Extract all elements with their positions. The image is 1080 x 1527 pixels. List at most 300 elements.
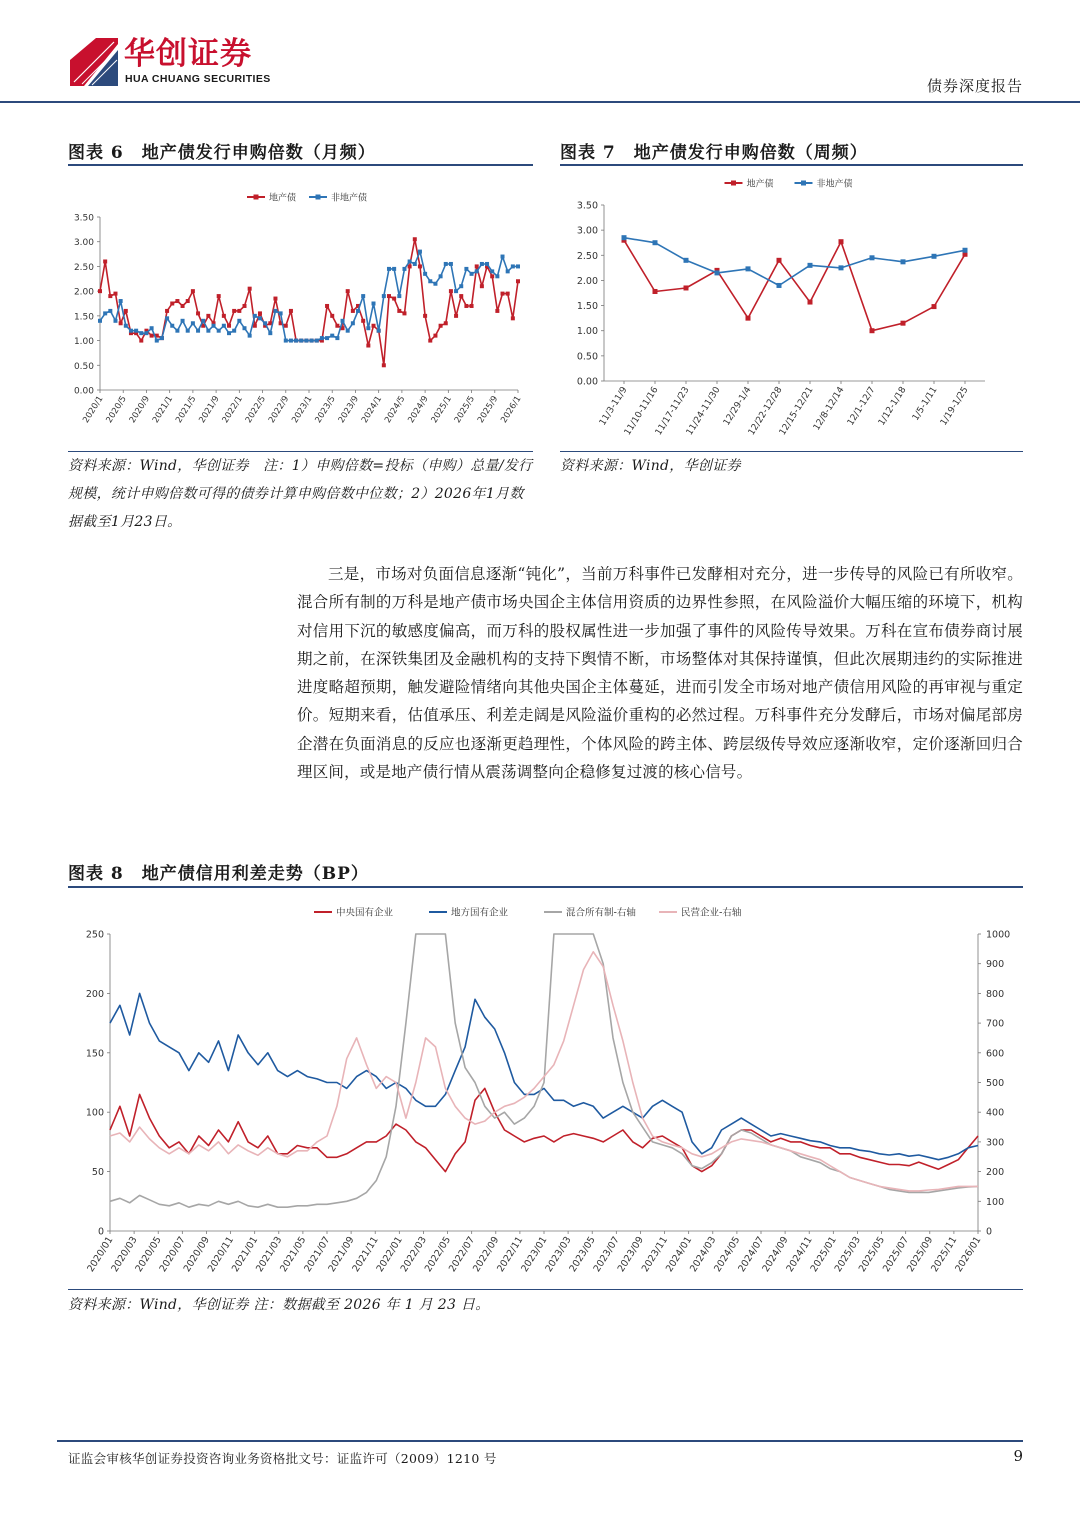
legend-label: 中央国有企业 bbox=[336, 907, 394, 919]
x-tick-label: 2023/9 bbox=[336, 394, 361, 425]
y-tick-label: 3.00 bbox=[73, 238, 94, 249]
data-point bbox=[932, 304, 937, 309]
x-tick-label: 2020/01 bbox=[85, 1234, 116, 1275]
data-point bbox=[397, 309, 401, 313]
y-tick-label: 2.00 bbox=[576, 275, 598, 287]
fig6-title: 图表 6 地产债发行申购倍数（月频） bbox=[68, 143, 376, 163]
x-tick-label: 2023/01 bbox=[519, 1234, 550, 1275]
x-tick-label: 2021/1 bbox=[150, 394, 176, 425]
x-tick-label: 2025/03 bbox=[832, 1234, 863, 1275]
legend-item-series-0 bbox=[247, 192, 296, 204]
data-point bbox=[330, 334, 334, 338]
x-tick-label: 2025/5 bbox=[452, 394, 478, 425]
data-point bbox=[449, 289, 453, 293]
y-tick-label: 1.50 bbox=[73, 312, 94, 323]
x-tick-label: 2020/03 bbox=[109, 1234, 140, 1275]
legend-label: 地产债 bbox=[746, 179, 774, 190]
x-tick-label: 2020/09 bbox=[181, 1234, 212, 1275]
data-point bbox=[248, 334, 252, 338]
data-point bbox=[196, 311, 200, 315]
data-point bbox=[108, 294, 112, 298]
data-point bbox=[289, 309, 293, 313]
legend-marker bbox=[316, 195, 321, 200]
data-point bbox=[119, 321, 123, 325]
data-point bbox=[155, 339, 159, 343]
line-series-1 bbox=[624, 238, 965, 286]
x-tick-label: 11/17-11/23 bbox=[653, 385, 692, 438]
data-point bbox=[377, 329, 381, 333]
data-point bbox=[129, 329, 133, 333]
data-point bbox=[480, 284, 484, 288]
header-divider bbox=[0, 101, 1080, 103]
data-point bbox=[746, 316, 751, 321]
y2-tick-label: 200 bbox=[986, 1167, 1005, 1179]
data-point bbox=[501, 255, 505, 259]
hua-chuang-logo-icon bbox=[70, 38, 118, 86]
data-point bbox=[684, 258, 689, 263]
data-point bbox=[366, 344, 370, 348]
data-point bbox=[444, 262, 448, 266]
legend-label: 混合所有制-右轴 bbox=[566, 907, 636, 919]
data-point bbox=[217, 294, 221, 298]
x-tick-label: 11/10-11/16 bbox=[622, 385, 661, 438]
data-point bbox=[870, 328, 875, 333]
data-point bbox=[279, 311, 283, 315]
data-point bbox=[459, 294, 463, 298]
data-point bbox=[454, 289, 458, 293]
data-point bbox=[408, 259, 412, 263]
x-tick-label: 2025/11 bbox=[929, 1234, 960, 1275]
y-tick-label: 2.50 bbox=[73, 262, 94, 273]
data-point bbox=[165, 309, 169, 313]
data-point bbox=[387, 267, 391, 271]
line-series-1 bbox=[100, 252, 518, 341]
legend-item-series-1 bbox=[795, 178, 853, 190]
data-point bbox=[346, 289, 350, 293]
y2-tick-label: 600 bbox=[986, 1048, 1005, 1060]
x-tick-label: 1/5-1/11 bbox=[910, 385, 940, 423]
data-point bbox=[361, 294, 365, 298]
data-point bbox=[330, 314, 334, 318]
legend-item-series-0 bbox=[725, 178, 774, 190]
x-tick-label: 2022/09 bbox=[471, 1234, 502, 1275]
data-point bbox=[124, 309, 128, 313]
data-point bbox=[418, 264, 422, 268]
x-tick-label: 1/12-1/18 bbox=[876, 385, 909, 428]
x-tick-label: 2023/09 bbox=[615, 1234, 646, 1275]
line-series-0 bbox=[100, 239, 518, 365]
data-point bbox=[273, 309, 277, 313]
data-point bbox=[506, 269, 510, 273]
data-point bbox=[268, 331, 272, 335]
x-tick-label: 2024/09 bbox=[760, 1234, 791, 1275]
data-point bbox=[206, 329, 210, 333]
data-point bbox=[464, 267, 468, 271]
x-tick-label: 2025/05 bbox=[856, 1234, 888, 1275]
data-point bbox=[356, 309, 360, 313]
data-point bbox=[227, 331, 231, 335]
y-tick-label: 0 bbox=[97, 1226, 104, 1238]
data-point bbox=[408, 264, 412, 268]
x-tick-label: 2021/9 bbox=[197, 394, 222, 425]
data-point bbox=[454, 314, 458, 318]
data-point bbox=[402, 267, 406, 271]
data-point bbox=[870, 255, 875, 260]
y-tick-label: 1.00 bbox=[73, 337, 94, 348]
data-point bbox=[495, 274, 499, 278]
data-point bbox=[206, 314, 210, 318]
data-point bbox=[186, 299, 190, 303]
x-tick-label: 2020/1 bbox=[81, 394, 106, 425]
x-tick-label: 2020/05 bbox=[133, 1234, 164, 1275]
data-point bbox=[253, 314, 257, 318]
x-tick-label: 12/22-12/28 bbox=[746, 385, 785, 438]
data-point bbox=[284, 324, 288, 328]
x-tick-label: 2021/05 bbox=[278, 1234, 309, 1275]
data-point bbox=[175, 299, 179, 303]
fig8-source-note: 资料来源：Wind，华创证券 注：数据截至 2026 年 1 月 23 日。 bbox=[68, 1297, 490, 1313]
y-tick-label: 50 bbox=[91, 1167, 104, 1179]
data-point bbox=[341, 319, 345, 323]
x-tick-label: 12/15-12/21 bbox=[777, 385, 816, 438]
data-point bbox=[382, 363, 386, 367]
y2-tick-label: 700 bbox=[986, 1018, 1005, 1030]
fig7-chart bbox=[560, 168, 1023, 450]
data-point bbox=[808, 300, 813, 305]
legend-item-series-1 bbox=[429, 907, 509, 919]
data-point bbox=[237, 309, 241, 313]
y2-tick-label: 900 bbox=[986, 959, 1005, 971]
data-point bbox=[351, 321, 355, 325]
line-series-0 bbox=[110, 1088, 978, 1171]
x-tick-label: 2022/11 bbox=[495, 1234, 526, 1275]
data-point bbox=[433, 334, 437, 338]
y2-tick-label: 100 bbox=[986, 1196, 1005, 1208]
y-tick-label: 0.50 bbox=[576, 351, 598, 363]
data-point bbox=[459, 284, 463, 288]
data-point bbox=[191, 321, 195, 325]
footer-divider bbox=[57, 1440, 1023, 1442]
data-point bbox=[124, 324, 128, 328]
data-point bbox=[232, 329, 236, 333]
y2-tick-label: 400 bbox=[986, 1107, 1005, 1119]
legend-label: 非地产债 bbox=[331, 193, 368, 204]
data-point bbox=[413, 237, 417, 241]
x-tick-label: 2021/03 bbox=[254, 1234, 285, 1275]
data-point bbox=[684, 285, 689, 290]
x-tick-label: 2021/09 bbox=[326, 1234, 357, 1275]
data-point bbox=[439, 324, 443, 328]
x-tick-label: 2025/07 bbox=[880, 1234, 912, 1275]
data-point bbox=[263, 321, 267, 325]
data-point bbox=[963, 248, 968, 253]
data-point bbox=[217, 329, 221, 333]
x-tick-label: 2021/5 bbox=[174, 394, 199, 425]
x-tick-label: 2022/05 bbox=[422, 1234, 454, 1275]
fig7-title: 图表 7 地产债发行申购倍数（周频） bbox=[560, 143, 868, 163]
data-point bbox=[150, 334, 154, 338]
x-tick-label: 2024/03 bbox=[688, 1234, 719, 1275]
data-point bbox=[516, 264, 520, 268]
data-point bbox=[284, 339, 288, 343]
y-tick-label: 0.50 bbox=[73, 361, 94, 372]
fig8-title-rule bbox=[68, 886, 1023, 888]
data-point bbox=[242, 304, 246, 308]
y-tick-label: 0.00 bbox=[576, 376, 598, 388]
x-tick-label: 11/24-11/30 bbox=[684, 385, 723, 438]
footer-license-note: 证监会审核华创证券投资咨询业务资格批文号：证监许可（2009）1210 号 bbox=[68, 1451, 497, 1466]
x-tick-label: 1/19-1/25 bbox=[938, 385, 971, 428]
x-tick-label: 12/1-12/7 bbox=[845, 385, 878, 428]
y-tick-label: 1.50 bbox=[576, 301, 598, 313]
y2-tick-label: 800 bbox=[986, 988, 1005, 1000]
legend-label: 地产债 bbox=[269, 193, 297, 204]
data-point bbox=[392, 297, 396, 301]
data-point bbox=[196, 329, 200, 333]
data-point bbox=[715, 270, 720, 275]
fig7-title-rule bbox=[560, 164, 1023, 166]
data-point bbox=[433, 282, 437, 286]
x-tick-label: 12/29-1/4 bbox=[721, 385, 754, 428]
data-point bbox=[428, 279, 432, 283]
line-series-2 bbox=[110, 934, 978, 1207]
data-point bbox=[335, 324, 339, 328]
x-tick-label: 2024/9 bbox=[406, 394, 431, 425]
x-tick-label: 2023/5 bbox=[313, 394, 338, 425]
data-point bbox=[413, 262, 417, 266]
x-tick-label: 12/8-12/14 bbox=[811, 385, 847, 433]
data-point bbox=[222, 324, 226, 328]
data-point bbox=[139, 331, 143, 335]
y-tick-label: 3.00 bbox=[576, 225, 598, 237]
legend-item-series-0 bbox=[314, 907, 394, 919]
legend-marker bbox=[801, 181, 806, 186]
body-paragraph: 三是，市场对负面信息逐渐“钝化”，当前万科事件已发酵相对充分，进一步传导的风险已有所收窄。混合所有制的万科是地产债市场央国企主体信用资质的边界性参照，在风险溢价大幅压缩的环境下，机构对信用下沉的敏感度偏高，而万科的股权属性进一步加强了事件的风险传导效果。万科在宣布债券商讨展期之前，在深铁集团及金融机构的支持下舆情不断，市场整体对其保持谨慎，但此次展期违约的实际推进进度略超预期，触发避险情绪向其他央国企主体蔓延，进而引发全市场对地产债信用风险的再审视与重定价。短期来看，估值承压、利差走阔是风险溢价重构的必然过程。万科事件充分发酵后，市场对偏尾部房企潜在负面消息的反应也逐渐更趋理性，个体风险的跨主体、跨层级传导效应逐渐收窄，定价逐渐回归合理区间，或是地产债行情从震荡调整向企稳修复过渡的核心信号。 bbox=[297, 565, 1023, 782]
x-tick-label: 11/3-11/9 bbox=[597, 385, 630, 428]
data-point bbox=[113, 292, 117, 296]
x-tick-label: 2023/07 bbox=[591, 1234, 622, 1275]
data-point bbox=[98, 289, 102, 293]
data-point bbox=[495, 309, 499, 313]
data-point bbox=[289, 339, 293, 343]
legend-label: 非地产债 bbox=[816, 179, 853, 190]
data-point bbox=[325, 304, 329, 308]
data-point bbox=[485, 262, 489, 266]
data-point bbox=[372, 324, 376, 328]
data-point bbox=[227, 324, 231, 328]
data-point bbox=[901, 321, 906, 326]
data-point bbox=[191, 289, 195, 293]
data-point bbox=[423, 314, 427, 318]
x-tick-label: 2024/11 bbox=[784, 1234, 815, 1275]
legend-item-series-3 bbox=[659, 907, 742, 919]
x-tick-label: 2026/1 bbox=[499, 394, 524, 425]
data-point bbox=[222, 314, 226, 318]
data-point bbox=[470, 304, 474, 308]
data-point bbox=[103, 259, 107, 263]
data-point bbox=[423, 272, 427, 276]
data-point bbox=[746, 266, 751, 271]
data-point bbox=[170, 324, 174, 328]
x-tick-label: 2025/1 bbox=[429, 394, 454, 425]
x-tick-label: 2020/5 bbox=[104, 394, 129, 425]
brand-name-en: HUA CHUANG SECURITIES bbox=[125, 73, 271, 85]
x-tick-label: 2021/11 bbox=[350, 1234, 381, 1275]
data-point bbox=[490, 274, 494, 278]
data-point bbox=[232, 309, 236, 313]
data-point bbox=[511, 316, 515, 320]
data-point bbox=[258, 316, 262, 320]
data-point bbox=[361, 319, 365, 323]
fig6-title-rule bbox=[68, 164, 533, 166]
x-tick-label: 2024/1 bbox=[359, 394, 385, 425]
y-tick-label: 150 bbox=[85, 1048, 104, 1060]
x-tick-label: 2023/03 bbox=[543, 1234, 574, 1275]
data-point bbox=[397, 294, 401, 298]
fig8-title: 图表 8 地产债信用利差走势（BP） bbox=[68, 864, 369, 884]
data-point bbox=[653, 289, 658, 294]
data-point bbox=[475, 269, 479, 273]
x-tick-label: 2025/01 bbox=[808, 1234, 839, 1275]
x-tick-label: 2023/11 bbox=[639, 1234, 671, 1275]
y2-tick-label: 300 bbox=[986, 1137, 1005, 1149]
x-tick-label: 2024/05 bbox=[712, 1234, 743, 1275]
data-point bbox=[181, 304, 185, 308]
data-point bbox=[299, 339, 303, 343]
data-point bbox=[103, 311, 107, 315]
x-tick-label: 2021/01 bbox=[229, 1234, 261, 1275]
data-point bbox=[273, 297, 277, 301]
fig7-source-note: 资料来源：Wind，华创证券 bbox=[560, 458, 741, 474]
data-point bbox=[134, 329, 138, 333]
x-tick-label: 2023/1 bbox=[290, 394, 315, 425]
legend-item-series-2 bbox=[544, 907, 636, 919]
data-point bbox=[444, 321, 448, 325]
data-point bbox=[839, 239, 844, 244]
data-point bbox=[808, 263, 813, 268]
data-point bbox=[428, 339, 432, 343]
x-tick-label: 2023/05 bbox=[567, 1234, 598, 1275]
legend-label: 民营企业-右轴 bbox=[681, 907, 742, 919]
data-point bbox=[653, 240, 658, 245]
data-point bbox=[113, 319, 117, 323]
data-point bbox=[186, 329, 190, 333]
y2-tick-label: 0 bbox=[986, 1226, 993, 1238]
data-point bbox=[449, 262, 453, 266]
data-point bbox=[511, 264, 515, 268]
x-tick-label: 2022/07 bbox=[446, 1234, 478, 1275]
x-tick-label: 2025/09 bbox=[905, 1234, 936, 1275]
data-point bbox=[175, 329, 179, 333]
data-point bbox=[506, 292, 510, 296]
brand-name-cn: 华创证券 bbox=[124, 36, 252, 72]
data-point bbox=[212, 324, 216, 328]
data-point bbox=[144, 331, 148, 335]
legend-marker bbox=[254, 195, 259, 200]
y-tick-label: 1.00 bbox=[576, 326, 598, 338]
x-tick-label: 2020/07 bbox=[157, 1234, 188, 1275]
fig6-chart bbox=[68, 168, 533, 450]
data-point bbox=[294, 339, 298, 343]
data-point bbox=[315, 339, 319, 343]
data-point bbox=[516, 279, 520, 283]
legend-label: 地方国有企业 bbox=[451, 907, 509, 919]
y-tick-label: 3.50 bbox=[73, 213, 94, 224]
data-point bbox=[346, 329, 350, 333]
data-point bbox=[335, 336, 339, 340]
x-tick-label: 2026/01 bbox=[953, 1234, 984, 1275]
y-tick-label: 2.00 bbox=[73, 287, 94, 298]
y-tick-label: 100 bbox=[85, 1107, 104, 1119]
data-point bbox=[501, 292, 505, 296]
data-point bbox=[242, 326, 246, 330]
y-tick-label: 2.50 bbox=[576, 250, 598, 262]
data-point bbox=[901, 259, 906, 264]
data-point bbox=[304, 339, 308, 343]
data-point bbox=[439, 274, 443, 278]
data-point bbox=[237, 319, 241, 323]
data-point bbox=[622, 235, 627, 240]
x-tick-label: 2022/9 bbox=[266, 394, 292, 425]
data-point bbox=[150, 326, 154, 330]
fig6-source-note: 资料来源：Wind，华创证券 注：1）申购倍数=投标（申购）总量/发行规模，统计申购倍数可得的债券计算申购倍数中位数；2）2026年1月数据截至1月23日。 bbox=[68, 458, 533, 530]
data-point bbox=[98, 319, 102, 323]
x-tick-label: 2022/03 bbox=[398, 1234, 429, 1275]
data-point bbox=[366, 326, 370, 330]
data-point bbox=[170, 302, 174, 306]
page-number: 9 bbox=[1013, 1447, 1023, 1465]
data-point bbox=[839, 265, 844, 270]
data-point bbox=[119, 299, 123, 303]
data-point bbox=[320, 336, 324, 340]
y-tick-label: 250 bbox=[85, 929, 104, 941]
data-point bbox=[392, 267, 396, 271]
data-point bbox=[387, 294, 391, 298]
data-point bbox=[932, 254, 937, 259]
y2-tick-label: 500 bbox=[986, 1078, 1005, 1089]
data-point bbox=[490, 269, 494, 273]
data-point bbox=[139, 339, 143, 343]
x-tick-label: 2024/07 bbox=[736, 1234, 767, 1275]
data-point bbox=[201, 319, 205, 323]
data-point bbox=[480, 262, 484, 266]
data-point bbox=[382, 294, 386, 298]
y-tick-label: 0.00 bbox=[73, 386, 94, 397]
data-point bbox=[351, 309, 355, 313]
y-tick-label: 200 bbox=[85, 988, 104, 1000]
x-tick-label: 2024/5 bbox=[383, 394, 408, 425]
x-tick-label: 2021/07 bbox=[302, 1234, 333, 1275]
data-point bbox=[160, 336, 164, 340]
data-point bbox=[165, 316, 169, 320]
data-point bbox=[464, 304, 468, 308]
x-tick-label: 2020/11 bbox=[205, 1234, 237, 1275]
y-tick-label: 3.50 bbox=[576, 200, 598, 212]
data-point bbox=[470, 272, 474, 276]
x-tick-label: 2020/9 bbox=[127, 394, 152, 425]
data-point bbox=[325, 336, 329, 340]
data-point bbox=[181, 319, 185, 323]
data-point bbox=[248, 287, 252, 291]
data-point bbox=[475, 264, 479, 268]
x-tick-label: 2022/5 bbox=[243, 394, 269, 425]
x-tick-label: 2024/01 bbox=[663, 1234, 695, 1275]
fig8-bottom-rule bbox=[68, 1289, 1023, 1290]
data-point bbox=[372, 302, 376, 306]
fig8-chart bbox=[68, 890, 1023, 1288]
document-type: 债券深度报告 bbox=[926, 77, 1023, 95]
y2-tick-label: 1000 bbox=[986, 929, 1011, 941]
